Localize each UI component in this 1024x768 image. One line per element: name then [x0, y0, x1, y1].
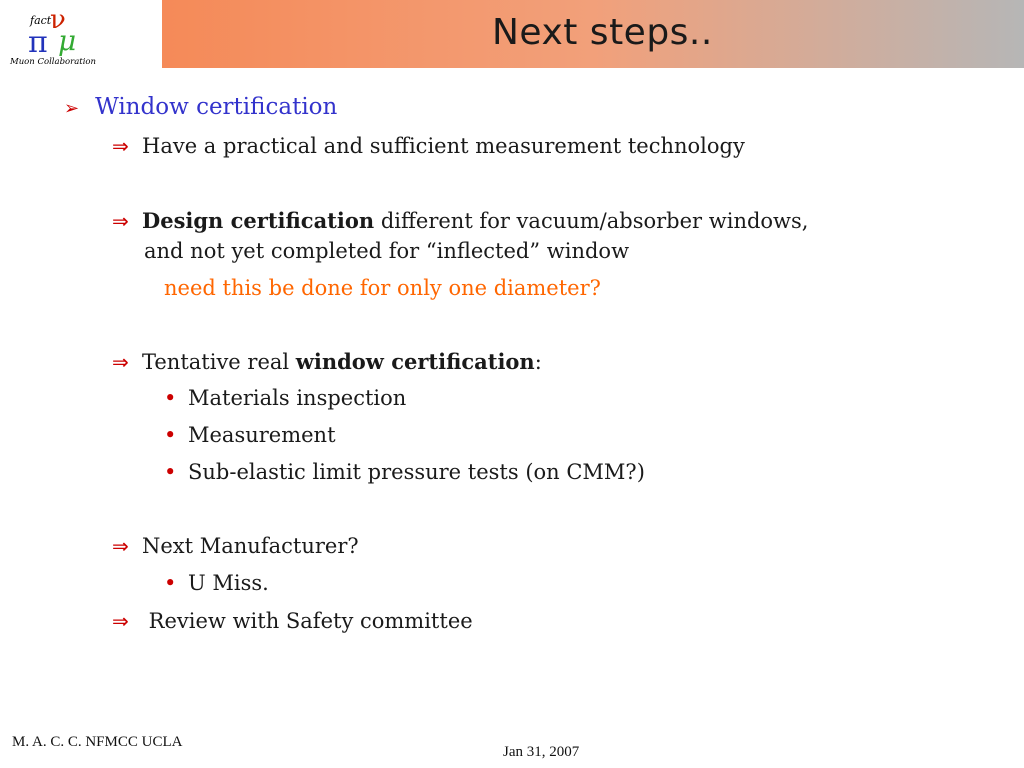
main-bullet: [64, 94, 337, 120]
sub-item-tentative-certification: [112, 349, 542, 374]
list-item: [164, 460, 645, 484]
sub-item-text: Tentative real: [142, 350, 296, 374]
logo-caption: Muon Collaboration: [10, 57, 97, 66]
list-item-text: Sub-elastic limit pressure tests (on CMM?): [188, 460, 645, 484]
sub-item-safety-review: [112, 609, 473, 633]
implies-arrow-icon: ⇒: [112, 134, 129, 158]
sub-item-continuation: and not yet completed for “inflected” window: [144, 239, 630, 263]
bullet-dot-icon: •: [164, 571, 177, 595]
sub-item-design-certification: [112, 208, 808, 233]
list-item: [164, 571, 269, 595]
implies-arrow-icon: ⇒: [112, 209, 129, 233]
header: [0, 0, 1024, 70]
sub-item-next-manufacturer: [112, 534, 359, 558]
implies-arrow-icon: ⇒: [112, 609, 129, 633]
implies-arrow-icon: ⇒: [112, 350, 129, 374]
bullet-dot-icon: •: [164, 460, 177, 484]
sub-item-text: Next Manufacturer?: [142, 534, 359, 558]
muon-collaboration-logo: [8, 6, 104, 66]
bullet-dot-icon: •: [164, 423, 177, 447]
sub-item-measurement: [112, 134, 745, 158]
list-item-text: Materials inspection: [188, 386, 407, 410]
diameter-question-note: need this be done for only one diameter?: [164, 276, 601, 300]
sub-item-bold-text: Design certification: [142, 208, 375, 233]
bullet-dot-icon: •: [164, 386, 177, 410]
main-bullet-text: Window certification: [95, 94, 338, 120]
sub-item-text: different for vacuum/absorber windows,: [374, 209, 809, 233]
footer-date: Jan 31, 2007: [503, 744, 580, 760]
list-item: [164, 386, 406, 410]
sub-item-text: Have a practical and sufficient measurement technology: [142, 134, 745, 158]
logo-fact-text: fact: [30, 14, 52, 27]
arrowhead-bullet-icon: ➢: [64, 98, 80, 119]
slide-title: Next steps..: [492, 12, 713, 53]
sub-item-text: :: [534, 350, 542, 374]
logo-mu-glyph: μ: [58, 24, 77, 57]
list-item-text: Measurement: [188, 423, 336, 447]
implies-arrow-icon: ⇒: [112, 534, 129, 558]
sub-item-text: Review with Safety committee: [142, 609, 473, 633]
sub-item-bold-text: window certification: [295, 349, 535, 374]
list-item-text: U Miss.: [188, 571, 269, 595]
logo-pi-glyph: π: [28, 25, 48, 60]
footer-author: M. A. C. C. NFMCC UCLA: [12, 734, 183, 750]
logo-nu-glyph: ν: [50, 6, 66, 35]
list-item: [164, 423, 336, 447]
